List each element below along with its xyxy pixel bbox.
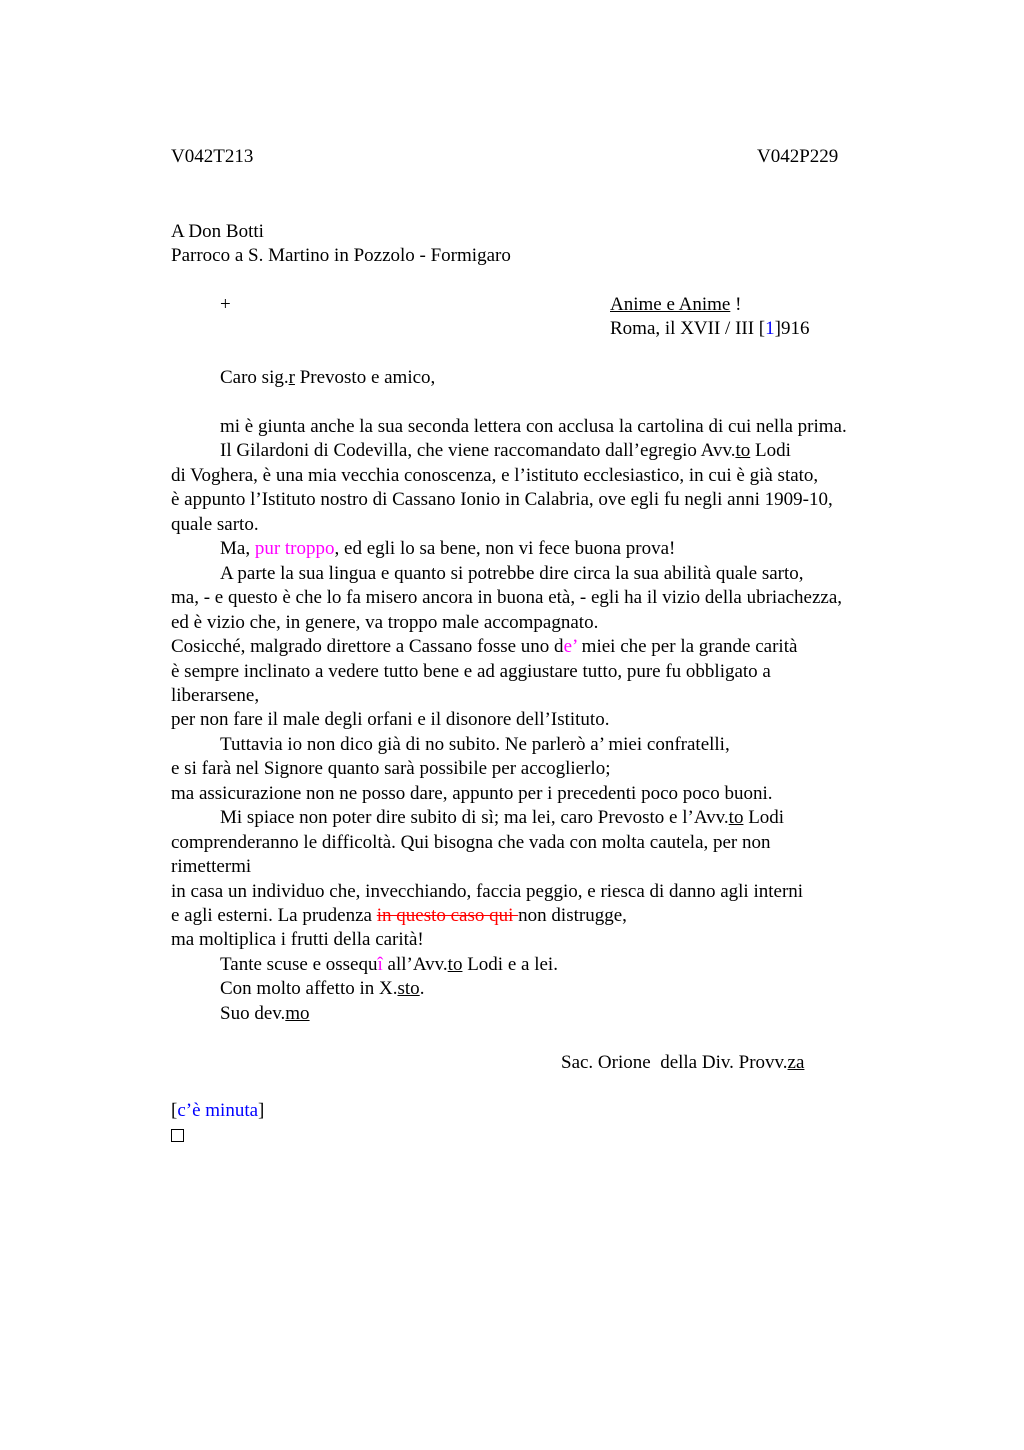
date-suffix: ]916	[774, 318, 810, 339]
l17-pre: Mi spiace non poter dire subito di sì; ma lei, caro Prevosto e l’Avv.	[220, 807, 729, 828]
motto	[610, 294, 741, 316]
note-text: c’è minuta	[177, 1100, 259, 1121]
salutation-post: Prevosto e amico,	[294, 367, 436, 388]
box-icon	[171, 1125, 184, 1147]
l2-sup: to	[735, 440, 751, 461]
body-line	[171, 636, 797, 658]
cross: +	[220, 294, 231, 315]
l24-sup: sto	[397, 978, 420, 999]
body-line: comprenderanno le difficoltà. Qui bisogna che vada con molta cautela, per non	[171, 832, 771, 853]
body-line: A parte la sua lingua e quanto si potrebbe dire circa la sua abilità quale sarto,	[220, 563, 804, 584]
body-line: ma moltiplica i frutti della carità!	[171, 929, 424, 950]
recipient-name: A Don Botti	[171, 221, 264, 242]
date-line	[610, 318, 809, 340]
body-line: ma assicurazione non ne posso dare, appunto per i precedenti poco poco buoni.	[171, 783, 773, 804]
recipient-title: Parroco a S. Martino in Pozzolo - Formigaro	[171, 245, 511, 266]
body-line: e si farà nel Signore quanto sarà possibile per accoglierlo;	[171, 758, 611, 779]
body-line	[220, 954, 558, 976]
l10-pre: Cosicché, malgrado direttore a Cassano fosse uno d	[171, 636, 564, 657]
body-line	[220, 807, 784, 829]
body-line: mi è giunta anche la sua seconda lettera con acclusa la cartolina di cui nella prima.	[220, 416, 847, 437]
body-line: rimettermi	[171, 856, 252, 877]
l23-sup: to	[447, 954, 463, 975]
body-line	[220, 538, 675, 560]
body-line: liberarsene,	[171, 685, 260, 706]
l24-post: .	[419, 978, 425, 999]
signature	[561, 1052, 804, 1074]
l25-pre: Suo dev.	[220, 1003, 286, 1024]
l2-pre: Il Gilardoni di Codevilla, che viene raccomandato dall’egregio Avv.	[220, 440, 736, 461]
right-code: V042P229	[757, 146, 839, 167]
l17-sup: to	[728, 807, 744, 828]
l23-pre: Tante scuse e ossequ	[220, 954, 378, 975]
signature-pre: Sac. Orione della Div. Provv.	[561, 1052, 788, 1073]
left-code: V042T213	[171, 146, 254, 167]
body-line	[220, 978, 424, 1000]
body-line: di Voghera, è una mia vecchia conoscenza, e l’istituto ecclesiastico, in cui è già stato,	[171, 465, 819, 486]
body-line: è sempre inclinato a vedere tutto bene e ad aggiustare tutto, pure fu obbligato a	[171, 661, 771, 682]
l23-post: Lodi e a lei.	[462, 954, 558, 975]
l24-pre: Con molto affetto in X.	[220, 978, 398, 999]
signature-sup: za	[787, 1052, 805, 1073]
l25-sup: mo	[285, 1003, 310, 1024]
body-line: in casa un individuo che, invecchiando, faccia peggio, e riesca di danno agli interni	[171, 881, 804, 902]
l6-post: , ed egli lo sa bene, non vi fece buona prova!	[334, 538, 676, 559]
l10-mag: e’	[563, 636, 577, 657]
note-open: [	[171, 1100, 178, 1121]
date-insert: 1	[765, 318, 775, 339]
motto-text: Anime e Anime	[610, 294, 731, 315]
body-line: per non fare il male degli orfani e il disonore dell’Istituto.	[171, 709, 610, 730]
l17-post: Lodi	[743, 807, 785, 828]
body-line: quale sarto.	[171, 514, 259, 535]
l6-pre: Ma,	[220, 538, 255, 559]
l2-post: Lodi	[750, 440, 791, 461]
l23-mag: î	[377, 954, 383, 975]
body-line: ed è vizio che, in genere, va troppo male accompagnato.	[171, 612, 599, 633]
salutation-sup: r	[288, 367, 295, 388]
body-line: ma, - e questo è che lo fa misero ancora in buona età, - egli ha il vizio della ubriachezza,	[171, 587, 843, 608]
date-prefix: Roma, il XVII / III [	[610, 318, 766, 339]
closing	[220, 1003, 310, 1025]
salutation-pre: Caro sig.	[220, 367, 289, 388]
empty-box	[171, 1129, 184, 1142]
salutation	[220, 367, 435, 389]
body-line	[171, 905, 627, 927]
l23-mid: all’Avv.	[382, 954, 448, 975]
note-close: ]	[258, 1100, 265, 1121]
l10-post: miei che per la grande carità	[576, 636, 798, 657]
body-line: Tuttavia io non dico già di no subito. Ne parlerò a’ miei confratelli,	[220, 734, 730, 755]
editorial-note	[171, 1100, 264, 1122]
motto-suffix: !	[730, 294, 742, 315]
l6-mag: pur troppo	[254, 538, 335, 559]
l21-post: non distrugge,	[518, 905, 627, 926]
l21-pre: e agli esterni. La prudenza	[171, 905, 377, 926]
body-line: è appunto l’Istituto nostro di Cassano Ionio in Calabria, ove egli fu negli anni 1909-10,	[171, 489, 833, 510]
body-line	[220, 440, 791, 462]
l21-deleted: in questo caso qui	[376, 905, 519, 926]
